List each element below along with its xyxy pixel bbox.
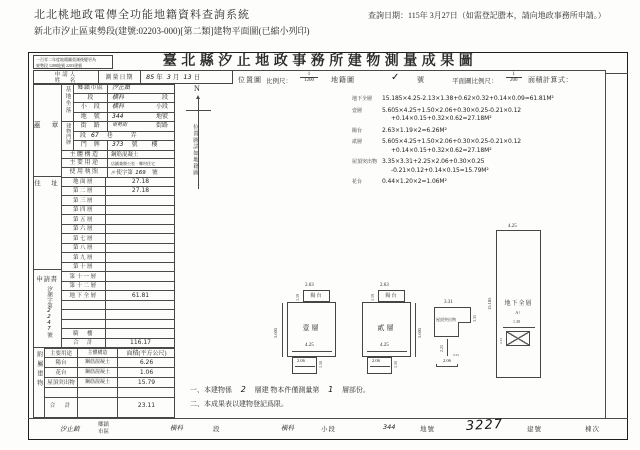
row-lot bbox=[74, 113, 175, 123]
calc-line2: +0.14×0.15+0.32×0.62=27.18M² bbox=[391, 115, 492, 122]
strip-lot-value: 344 bbox=[383, 423, 396, 431]
floor-row bbox=[62, 215, 175, 225]
calc-formula bbox=[382, 178, 447, 187]
calc-entry bbox=[352, 138, 604, 155]
floor1-outline bbox=[287, 302, 336, 357]
address-cell bbox=[33, 177, 62, 270]
door-suffix1: 號 bbox=[131, 142, 138, 148]
floor2-name: 貳層 bbox=[377, 324, 396, 332]
floor-label: 第四層 bbox=[62, 206, 106, 215]
strip-section-label: 段 bbox=[213, 426, 220, 433]
calc-line1: 3.35×3.31+2.25×2.06+0.30×0.25 bbox=[382, 158, 485, 165]
north-cross-line bbox=[186, 110, 211, 111]
attached-structure bbox=[78, 388, 118, 397]
inner-vertical-rule bbox=[605, 70, 606, 418]
survey-month-unit: 月 bbox=[172, 74, 180, 81]
address-label: 住 址 bbox=[34, 180, 60, 187]
floor1-notch-dim-line bbox=[295, 366, 315, 367]
attached-use bbox=[45, 388, 78, 397]
roof-micro-dim: 0.25 bbox=[453, 353, 460, 357]
attached-area bbox=[118, 388, 175, 397]
township-value: 汐止鎮 bbox=[112, 84, 131, 91]
subsection-value: 横科 bbox=[112, 103, 125, 110]
floor-label: 地面層 bbox=[62, 177, 106, 186]
calc-line2: +0.14×0.15+0.32×0.62=27.18M² bbox=[391, 146, 492, 154]
basement-dim-arrow bbox=[503, 327, 535, 328]
floor1-width-dim-line bbox=[292, 351, 332, 352]
row-use bbox=[62, 159, 175, 168]
basement-left-dim: 15.185 bbox=[487, 297, 492, 310]
floor2-balcony-label: 陽台 bbox=[385, 294, 398, 299]
floor-row bbox=[62, 282, 175, 292]
attached-use: 陽台 bbox=[45, 358, 78, 367]
note-2: 二、本成果表以建物登記爲限。 bbox=[190, 400, 288, 408]
floor1-balcony-label: 陽台 bbox=[310, 294, 323, 299]
inner-corner-rule bbox=[605, 73, 628, 74]
calc-formula bbox=[382, 95, 554, 104]
floor2-top-dim: 2.63 bbox=[380, 283, 389, 288]
floor2-notch-dim-line bbox=[370, 366, 390, 367]
attached-area: 6.26 bbox=[139, 358, 154, 366]
floor-area-value bbox=[106, 282, 175, 291]
row-lane bbox=[74, 132, 175, 142]
calc-label: 貳層 bbox=[352, 140, 363, 145]
lane-seg-label: 段 bbox=[80, 132, 87, 139]
note1-hw-measured: 1 bbox=[328, 385, 334, 394]
floor-label: 第七層 bbox=[62, 234, 106, 243]
license-mid: 使字第 bbox=[116, 169, 133, 176]
check-mark: ✓ bbox=[391, 72, 400, 83]
page-title: 臺北縣汐止地政事務所建物測量成果圖 bbox=[162, 54, 478, 69]
survey-date-label: 測量日期 bbox=[99, 71, 141, 83]
basement-void-height-dim: 1.38 bbox=[513, 319, 520, 324]
attached-table bbox=[45, 348, 175, 418]
floor-area-value bbox=[106, 301, 175, 310]
note1-hw-floors: 2 bbox=[240, 385, 246, 394]
floor1-left-dim-line bbox=[282, 303, 283, 357]
floor-row bbox=[62, 177, 175, 187]
floor-row bbox=[62, 301, 175, 311]
basement-void-xbox bbox=[506, 331, 530, 346]
floor2-balcony bbox=[378, 290, 405, 302]
township-label: 鄉鎮市區 bbox=[74, 84, 108, 93]
row-door bbox=[74, 141, 175, 151]
site-side-cell bbox=[62, 84, 74, 122]
door-label: 門 牌 bbox=[74, 141, 108, 150]
application-no-hw: 2247 bbox=[46, 308, 52, 333]
roof-extension-dim: 2.25 bbox=[439, 345, 444, 352]
floor1-notch-depth-dim: 1.50 bbox=[318, 361, 323, 368]
survey-year-hw: 85 bbox=[146, 73, 155, 81]
floor1-left-dim: 5.605 bbox=[273, 327, 278, 338]
area-calc-label: 面積計算式： bbox=[528, 76, 573, 84]
use-label: 主要用途 bbox=[62, 159, 108, 167]
calc-line1: 15.185×4.25-2.13×1.38+0.62×0.32+0.14×0.09=61.81M² bbox=[382, 95, 554, 102]
strip-township-value: 汐止鎮 bbox=[60, 425, 80, 433]
attached-header-structure: 主體構造 bbox=[78, 349, 118, 357]
attached-header-row bbox=[45, 349, 175, 358]
strip-subsection-label: 小段 bbox=[321, 426, 336, 433]
row-section bbox=[74, 94, 175, 104]
calc-label: 陽台 bbox=[352, 128, 363, 134]
floor-row bbox=[62, 310, 175, 320]
door-side-cell bbox=[62, 122, 74, 151]
scale-numerator: 1 bbox=[307, 72, 311, 77]
floor-row bbox=[62, 234, 175, 244]
floor1-balcony bbox=[303, 290, 330, 302]
calc-label: 地下全層 bbox=[352, 97, 373, 102]
strip-township-label-2: 市區 bbox=[98, 428, 110, 435]
floor-row bbox=[62, 263, 175, 273]
lot-value: 344 bbox=[112, 112, 124, 120]
row-street bbox=[74, 122, 175, 132]
row-structure bbox=[62, 151, 175, 160]
attached-area: 1.06 bbox=[139, 368, 154, 376]
strip-lot-label: 地號 bbox=[420, 426, 435, 433]
floor-area-value bbox=[106, 263, 175, 272]
floor-label: 第二層 bbox=[62, 187, 106, 196]
north-label: N bbox=[194, 84, 200, 93]
street-value: 東勢街 bbox=[112, 122, 128, 128]
floor-label: 騎 樓 bbox=[62, 329, 106, 338]
survey-day-hw: 13 bbox=[183, 73, 192, 81]
floor-area-value: 116.17 bbox=[130, 339, 151, 346]
section-value: 横科 bbox=[112, 93, 125, 101]
note1-prefix: 一、本建物係 bbox=[190, 386, 232, 394]
calc-entry bbox=[352, 158, 604, 175]
survey-date-row bbox=[33, 70, 233, 84]
calc-entry bbox=[352, 107, 604, 124]
calc-entry bbox=[352, 127, 604, 136]
floor-label bbox=[62, 310, 106, 319]
attached-area: 15.79 bbox=[137, 378, 156, 386]
floor-row bbox=[62, 253, 175, 263]
strip-building-no-value: 3227 bbox=[465, 417, 504, 434]
attached-rows bbox=[45, 358, 175, 398]
floor2-right-dim: 5.605 bbox=[417, 327, 422, 338]
strip-building-no-label: 建號 bbox=[527, 426, 542, 433]
roof-bottom-dim: 2.06 bbox=[443, 358, 451, 363]
cadastral-no-label: 號 bbox=[417, 76, 424, 84]
basement-name: 地下全層 bbox=[504, 301, 533, 307]
print-info: 新北市汐止區東勢段(建號:02203-000)[第二類]建物平面圖(已縮小列印) bbox=[34, 26, 310, 36]
license-label: 使用執照 bbox=[62, 168, 108, 177]
floor2-width-dim: 4.25 bbox=[380, 343, 389, 348]
floor-label: 合 計 bbox=[62, 339, 106, 348]
floor-row bbox=[62, 272, 175, 282]
floor1-notch-dim: 2.06 bbox=[297, 358, 305, 363]
attached-row bbox=[45, 358, 175, 368]
attached-header-area: 面積(平方公尺) bbox=[126, 350, 167, 357]
attached-side-cell bbox=[33, 348, 45, 418]
floor-row bbox=[62, 206, 175, 216]
lane-label: 巷 bbox=[106, 132, 113, 139]
seal-cell bbox=[33, 84, 62, 177]
floor2-notch-depth-dim: 1.50 bbox=[393, 361, 398, 368]
street-label: 街 路 bbox=[74, 122, 108, 131]
basement-top-dim: 4.25 bbox=[508, 224, 517, 229]
row-township bbox=[74, 84, 175, 94]
application-label: 申請書 bbox=[36, 276, 58, 283]
floor-area-value bbox=[106, 310, 175, 319]
attached-use: 屋頂突出物 bbox=[45, 378, 78, 387]
scale-fraction bbox=[300, 72, 318, 83]
calc-line1: 5.605×4.25+1.50×2.06+0.30×0.25-0.21×0.12 bbox=[382, 138, 522, 145]
attached-total-spacer bbox=[78, 398, 118, 418]
attached-total-value: 23.11 bbox=[137, 402, 156, 409]
strip-subsection-value: 横科 bbox=[281, 424, 294, 432]
floor-row bbox=[62, 244, 175, 254]
roof-bottom-dim-bracket bbox=[436, 364, 458, 367]
query-date: 查詢日期：115年 3月27日（如需登記謄本，請向地政事務所申請。） bbox=[368, 11, 606, 20]
license-no-hw: 169 bbox=[135, 169, 146, 176]
calculation-list bbox=[352, 95, 604, 190]
floor-row bbox=[62, 329, 175, 339]
roof-outline bbox=[434, 307, 471, 337]
location-note: 位置圖詳如地籍圖 bbox=[192, 124, 199, 176]
license-prefix-hw: 汐 bbox=[111, 169, 115, 175]
floor-row bbox=[62, 187, 175, 197]
plan-scale-denominator: 200 bbox=[506, 77, 522, 83]
roof-right-dim: 3.35 bbox=[472, 315, 477, 322]
floor-label: 第五層 bbox=[62, 215, 106, 224]
structure-label: 主體構造 bbox=[62, 151, 108, 159]
floor-row bbox=[62, 196, 175, 206]
calc-line1: 5.605×4.25+1.50×2.06+0.30×0.25-0.21×0.12 bbox=[382, 106, 522, 114]
calc-formula bbox=[382, 107, 521, 124]
plan-scale-numerator: 1 bbox=[512, 72, 515, 77]
revision-line2: 東勢段 1288地號 2203建號 bbox=[36, 62, 82, 68]
basement-void-width-dim: 2.13 bbox=[499, 337, 503, 344]
floor1-top-dim: 2.63 bbox=[305, 283, 314, 288]
attached-total-label: 合 計 bbox=[45, 398, 78, 418]
floors-table bbox=[62, 177, 175, 348]
license-suffix: 號 bbox=[152, 169, 158, 176]
structure-value: 鋼筋混凝土 bbox=[111, 152, 139, 158]
attached-use: 花台 bbox=[45, 368, 78, 377]
revision-line1: 一百零二年度地籍圖重測後變更為 bbox=[36, 57, 96, 62]
floor-label: 第十一層 bbox=[62, 272, 106, 281]
note1-suffix: 層部份。 bbox=[341, 386, 370, 394]
floor-area-value bbox=[106, 320, 175, 329]
scale-denominator: 1200 bbox=[300, 77, 318, 83]
section-suffix: 段 bbox=[161, 94, 168, 101]
floor-label: 第十二層 bbox=[62, 282, 106, 291]
roof-notch-cutout bbox=[458, 322, 471, 337]
attached-row bbox=[45, 388, 175, 398]
calc-entry bbox=[352, 95, 604, 104]
floor-label: 第十層 bbox=[62, 263, 106, 272]
strip-township-label-1: 鄉鎮 bbox=[98, 422, 110, 428]
floor2-width-dim-line bbox=[367, 351, 407, 352]
floor2-balcony-side-dim: 1.19 bbox=[370, 294, 375, 301]
survey-month-hw: 3 bbox=[166, 73, 171, 81]
calc-line2: -0.21×0.12+0.14×0.15=15.79M² bbox=[391, 166, 489, 174]
roof-name: 屋頂突出物 bbox=[436, 317, 456, 322]
row-subsection bbox=[74, 103, 175, 113]
floor-area-value bbox=[106, 234, 175, 243]
floor-label: 地下全層 bbox=[62, 291, 106, 300]
attached-total-row bbox=[45, 398, 175, 418]
note1-mid: 層建 物本件僅測量第 bbox=[254, 386, 320, 394]
plan-scale-fraction bbox=[506, 72, 522, 83]
application-no-suffix: 號 bbox=[46, 332, 52, 338]
lane-number-hw: 67 bbox=[91, 131, 99, 139]
revision-stamp-box bbox=[33, 55, 113, 69]
cadastral-map-label: 地籍圖 bbox=[331, 76, 355, 84]
strip-section-value: 横科 bbox=[170, 424, 183, 432]
floor2-notch-dim: 2.06 bbox=[372, 358, 380, 363]
floor-label: 第八層 bbox=[62, 244, 106, 253]
floor-area-value bbox=[106, 196, 175, 205]
alley-label: 弄 bbox=[130, 132, 137, 139]
seal-label: 蓋 章 bbox=[33, 121, 61, 129]
floor-row bbox=[62, 225, 175, 235]
calc-formula bbox=[382, 127, 447, 136]
calc-formula bbox=[382, 158, 489, 175]
note-1 bbox=[190, 386, 370, 395]
attached-structure: 鋼筋混凝土 bbox=[78, 368, 118, 377]
floor2-outline bbox=[362, 302, 411, 357]
street-suffix: 街路 bbox=[155, 123, 168, 129]
floor-label bbox=[62, 320, 106, 329]
door-value: 373 bbox=[112, 141, 124, 148]
door-side-label: 建物門牌 bbox=[65, 123, 71, 145]
calc-label: 花台 bbox=[352, 180, 363, 185]
plan-scale-label: 平面圖比例尺： bbox=[452, 78, 498, 85]
system-title: 北北桃地政電傳全功能地籍資料查詢系統 bbox=[34, 9, 250, 21]
use-value: 店鋪兼辦公室‧鄉村住宅 bbox=[111, 160, 155, 166]
floor-area-value bbox=[106, 244, 175, 253]
survey-date-value bbox=[141, 71, 232, 83]
floor-area-value: 27.18 bbox=[131, 187, 150, 194]
application-cell bbox=[33, 270, 62, 348]
floor2-right-dim-line bbox=[415, 303, 416, 357]
calc-label: 屋頂突出物 bbox=[352, 160, 378, 165]
door-suffix2: 樓 bbox=[151, 142, 158, 148]
calc-entry bbox=[352, 178, 604, 187]
attached-row bbox=[45, 368, 175, 378]
floor-area-value: 61.81 bbox=[131, 291, 150, 299]
floor-label: 第九層 bbox=[62, 253, 106, 262]
lot-label: 地 號 bbox=[74, 113, 108, 122]
floor-row bbox=[62, 291, 175, 301]
applicant-label-1: 申請人 bbox=[54, 71, 78, 78]
location-map-label: 位置圖 bbox=[238, 76, 262, 84]
applicant-label-2: 姓 名 bbox=[54, 77, 78, 84]
floor1-width-dim: 4.25 bbox=[305, 343, 314, 348]
strip-unit-label: 棟次 bbox=[585, 426, 600, 433]
calc-line1: 2.63×1.19×2=6.26M² bbox=[382, 126, 447, 134]
attached-side-label: 附屬建物 bbox=[35, 351, 42, 389]
survey-day-unit: 日 bbox=[193, 74, 201, 81]
roof-extension-line bbox=[447, 339, 448, 356]
attached-header-use: 主要用途 bbox=[45, 349, 78, 357]
floor-label bbox=[62, 301, 106, 310]
calc-label: 壹層 bbox=[352, 108, 363, 114]
lot-suffix: 地號 bbox=[155, 113, 168, 120]
attached-structure: 鋼筋混凝土 bbox=[78, 378, 118, 387]
floor1-name: 壹層 bbox=[302, 324, 321, 332]
application-no-prefix: 汐潮字第 bbox=[46, 286, 52, 309]
roof-top-dim: 3.31 bbox=[444, 300, 453, 305]
survey-year-unit: 年 bbox=[156, 74, 163, 81]
floor-area-value bbox=[106, 329, 175, 338]
calc-formula bbox=[382, 138, 521, 155]
attached-structure: 鋼筋混凝土 bbox=[78, 358, 118, 367]
calc-line1: 0.44×1.20×2=1.06M² bbox=[382, 178, 447, 185]
application-number bbox=[42, 286, 52, 346]
floor-area-value: 27.18 bbox=[131, 177, 150, 185]
floor1-balcony-side-dim: 1.19 bbox=[295, 294, 300, 301]
floor-area-value bbox=[106, 253, 175, 262]
floor-label: 第三層 bbox=[62, 196, 106, 205]
subsection-suffix: 小段 bbox=[155, 104, 168, 110]
floor-row bbox=[62, 339, 175, 349]
scale-label: 比例尺： bbox=[266, 78, 292, 85]
section-label: 段 bbox=[74, 94, 108, 103]
applicant-name-cell bbox=[34, 71, 99, 83]
floor-area-value bbox=[106, 206, 175, 215]
site-side-label: 基地坐落 bbox=[64, 86, 71, 114]
floor-row bbox=[62, 320, 175, 330]
basement-section-mark: A↑ bbox=[515, 310, 521, 315]
floor-label: 第六層 bbox=[62, 225, 106, 234]
strip-top-rule bbox=[28, 418, 628, 419]
row-license bbox=[62, 168, 175, 177]
subsection-label: 小 段 bbox=[74, 103, 108, 112]
strip-township-label bbox=[98, 422, 109, 435]
attached-row bbox=[45, 378, 175, 388]
floor-area-value bbox=[106, 215, 175, 224]
floor-area-value bbox=[106, 272, 175, 281]
floor-area-value bbox=[106, 225, 175, 234]
